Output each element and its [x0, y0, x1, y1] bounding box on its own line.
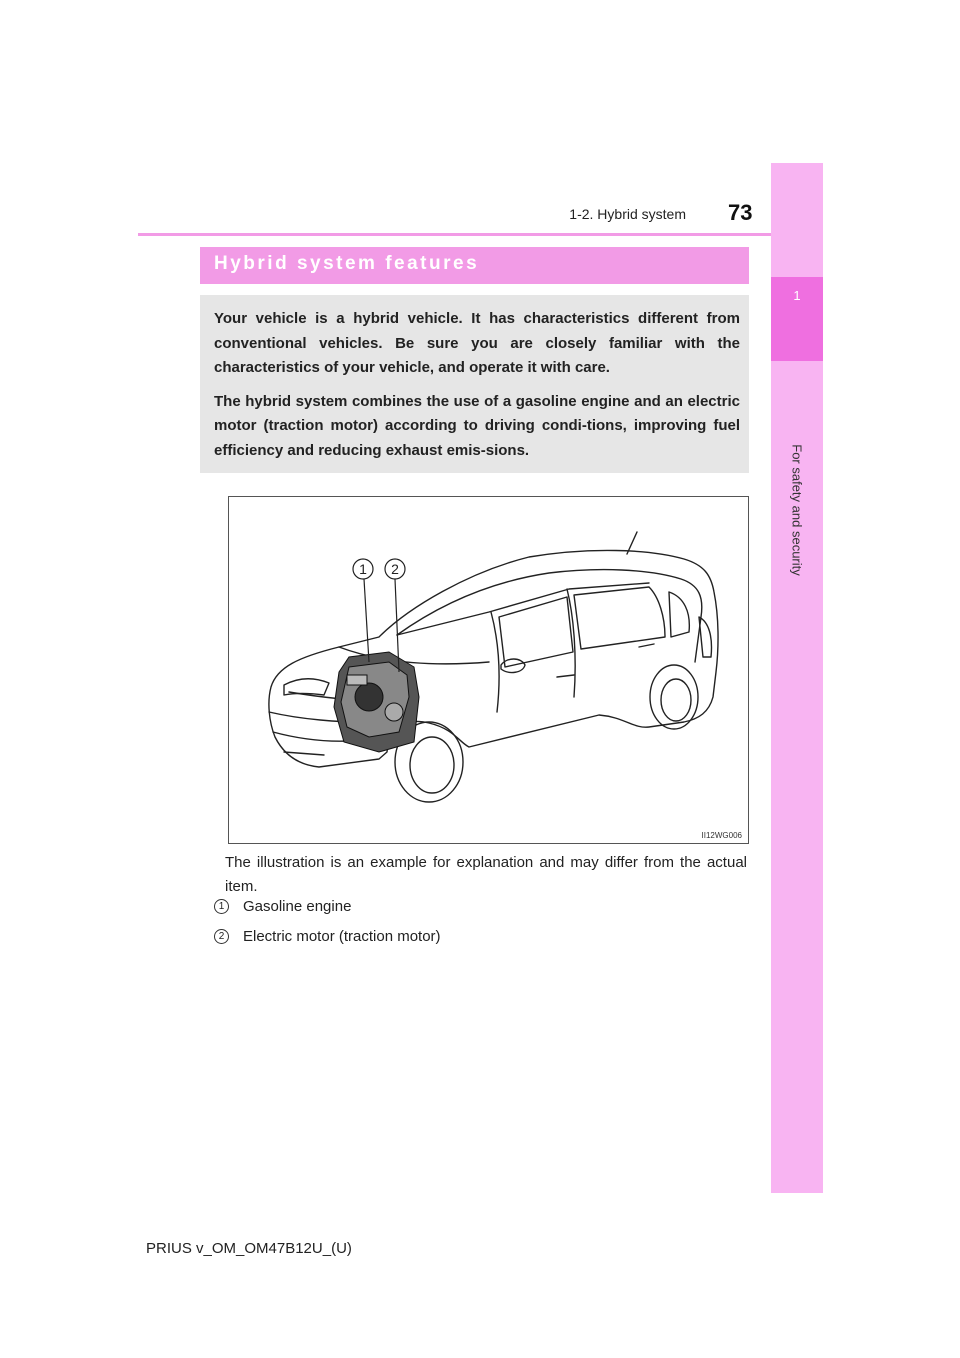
intro-paragraph-2: The hybrid system combines the use of a gasoline engine and an electric motor (traction motor) according to driving condi-tions, improving fuel efficiency and reducing exhaust emis-sions. [214, 392, 740, 459]
running-header-section: 1-2. Hybrid system [569, 206, 686, 222]
chapter-number: 1 [793, 288, 801, 303]
legend-item-2 [214, 928, 441, 945]
legend-label-2: Electric motor (traction motor) [243, 928, 441, 945]
section-title: Hybrid system features [214, 253, 480, 274]
intro-paragraph-1: Your vehicle is a hybrid vehicle. It has characteristics different from conventional vehicles. Be sure you are closely familiar with the characteristics of your vehicle, and operate it with care. [214, 310, 740, 376]
document-footer: PRIUS v_OM_OM47B12U_(U) [146, 1240, 352, 1257]
car-drawing [229, 497, 748, 843]
callout-1: 1 [359, 561, 367, 577]
callout-2: 2 [391, 561, 399, 577]
figure-code: II12WG006 [701, 831, 742, 840]
legend-number-2: 2 [214, 929, 229, 944]
figure-caption: The illustration is an example for explanation and may differ from the actual item. [225, 854, 747, 895]
header-rule [138, 233, 822, 236]
intro-box [200, 295, 749, 473]
legend-number-1: 1 [214, 899, 229, 914]
legend-label-1: Gasoline engine [243, 898, 352, 915]
page-number: 73 [728, 200, 753, 225]
vehicle-illustration [228, 496, 749, 844]
legend-item-1 [214, 898, 351, 915]
chapter-title: For safety and security [789, 444, 805, 576]
